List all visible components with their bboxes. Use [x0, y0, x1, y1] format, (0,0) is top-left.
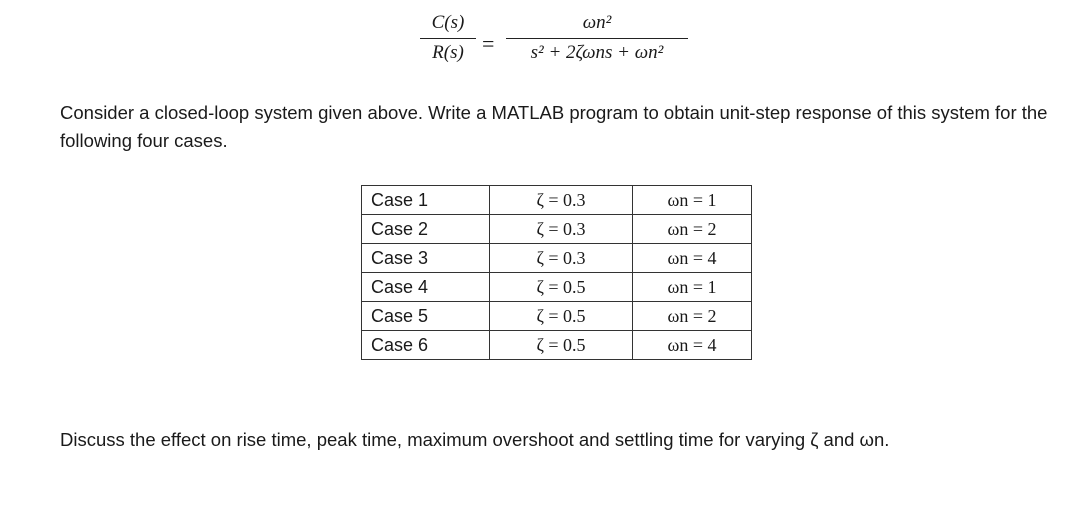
table-row — [362, 331, 752, 360]
case-label: Case 3 — [362, 244, 490, 273]
rhs-fraction — [506, 12, 688, 64]
wn-value: ωn = 2 — [633, 302, 752, 331]
table-row — [362, 186, 752, 215]
wn-value: ωn = 1 — [633, 273, 752, 302]
fraction-bar — [420, 38, 476, 39]
rhs-numerator: ωn² — [582, 12, 612, 33]
fraction-bar — [506, 38, 688, 39]
problem-statement: Consider a closed-loop system given above. Write a MATLAB program to obtain unit-step response of this system for the following four cases. — [60, 102, 1048, 151]
case-label: Case 5 — [362, 302, 490, 331]
equals-sign: = — [482, 31, 495, 56]
table-row — [362, 302, 752, 331]
zeta-value: ζ = 0.3 — [490, 244, 633, 273]
rhs-denominator: s² + 2ζωns + ωn² — [530, 42, 664, 63]
lhs-denominator: R(s) — [432, 42, 464, 63]
case-label: Case 6 — [362, 331, 490, 360]
wn-value: ωn = 2 — [633, 215, 752, 244]
wn-value: ωn = 4 — [633, 331, 752, 360]
zeta-value: ζ = 0.5 — [490, 273, 633, 302]
lhs-numerator: C(s) — [431, 12, 465, 33]
cases-table — [361, 185, 752, 360]
case-label: Case 4 — [362, 273, 490, 302]
case-label: Case 1 — [362, 186, 490, 215]
lhs-fraction — [420, 12, 476, 64]
table-row — [362, 215, 752, 244]
wn-value: ωn = 4 — [633, 244, 752, 273]
zeta-value: ζ = 0.3 — [490, 186, 633, 215]
table-row — [362, 244, 752, 273]
wn-value: ωn = 1 — [633, 186, 752, 215]
table-row — [362, 273, 752, 302]
case-label: Case 2 — [362, 215, 490, 244]
zeta-value: ζ = 0.5 — [490, 302, 633, 331]
zeta-value: ζ = 0.5 — [490, 331, 633, 360]
zeta-value: ζ = 0.3 — [490, 215, 633, 244]
discussion-prompt: Discuss the effect on rise time, peak time, maximum overshoot and settling time for varying ζ and ωn. — [60, 429, 890, 450]
